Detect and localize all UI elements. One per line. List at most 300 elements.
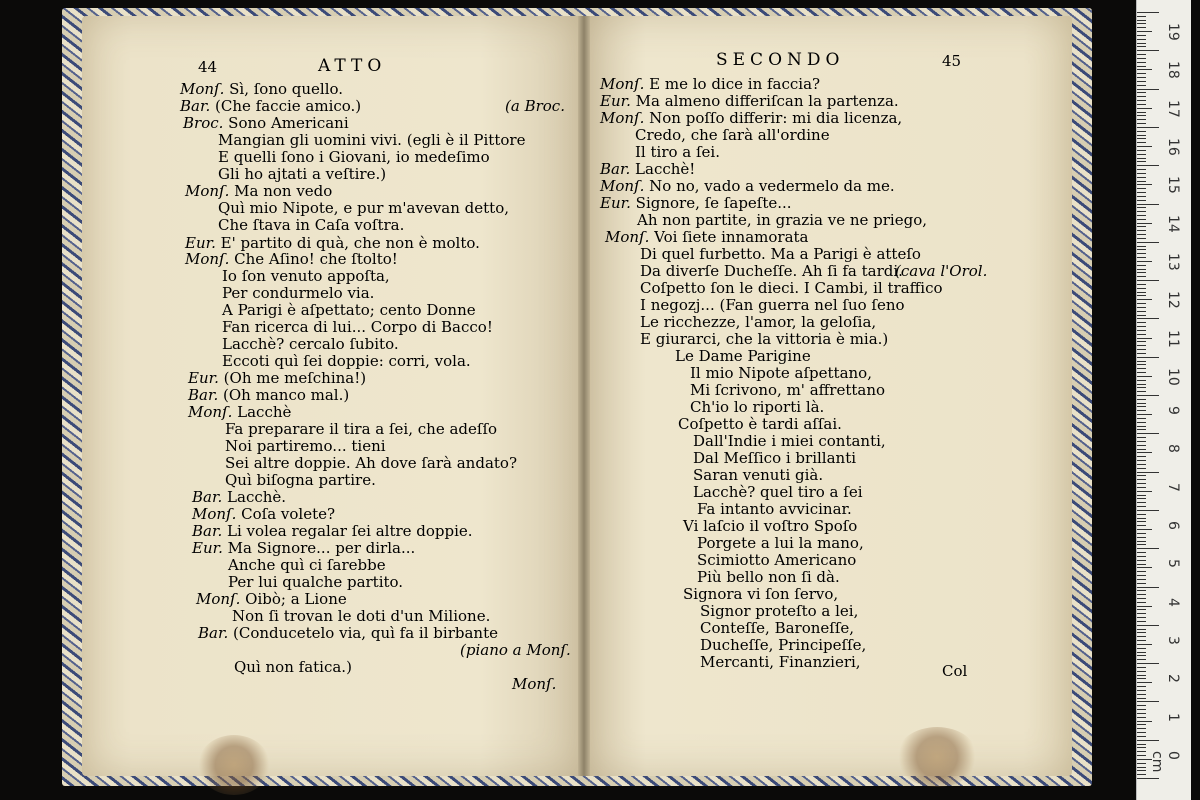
ruler-tick bbox=[1137, 721, 1152, 722]
ruler-tick bbox=[1137, 498, 1146, 499]
ruler-number: 5 bbox=[1165, 559, 1181, 569]
ruler-tick bbox=[1137, 372, 1146, 373]
line-text: Col bbox=[942, 662, 968, 680]
line-text: Conteſſe, Baroneſſe, bbox=[700, 619, 855, 637]
speaker-label: Monſ. bbox=[600, 109, 645, 127]
text-line bbox=[180, 97, 361, 115]
ruler-tick bbox=[1137, 173, 1146, 174]
right-page-number: 45 bbox=[942, 52, 962, 70]
ruler-tick bbox=[1137, 770, 1146, 771]
text-line bbox=[185, 182, 332, 200]
ruler-tick bbox=[1137, 629, 1146, 630]
ruler-tick bbox=[1137, 414, 1152, 415]
ruler-tick bbox=[1137, 112, 1146, 113]
ruler-tick bbox=[1137, 728, 1146, 729]
text-line bbox=[635, 143, 720, 161]
line-text: (Oh manco mal.) bbox=[218, 386, 350, 404]
line-text: Scimiotto Americano bbox=[697, 551, 857, 569]
ruler-tick bbox=[1137, 418, 1146, 419]
ruler-tick bbox=[1137, 322, 1146, 323]
ruler-tick bbox=[1137, 518, 1146, 519]
ruler-tick bbox=[1137, 276, 1146, 277]
ruler-tick bbox=[1137, 127, 1159, 128]
line-text: I negozj... (Fan guerra nel ſuo ſeno bbox=[640, 296, 905, 314]
ruler-tick bbox=[1137, 594, 1146, 595]
line-text: E' partito di quà, che non è molto. bbox=[215, 234, 480, 252]
line-text: Fa preparare il tira a ſei, che adeſſo bbox=[225, 420, 498, 438]
text-line bbox=[222, 284, 374, 302]
ruler-tick bbox=[1137, 326, 1146, 327]
line-text: Il mio Nipote aſpettano, bbox=[690, 364, 872, 382]
line-text: Credo, che ſarà all'ordine bbox=[635, 126, 830, 144]
ruler-number: 19 bbox=[1165, 23, 1181, 41]
line-text: (piano a Monſ. bbox=[460, 641, 571, 659]
speaker-label: Eur. bbox=[192, 539, 223, 557]
ruler-tick bbox=[1137, 537, 1146, 538]
ruler-tick bbox=[1137, 533, 1146, 534]
text-line bbox=[678, 415, 842, 433]
ruler-tick bbox=[1137, 437, 1146, 438]
ruler-tick bbox=[1137, 66, 1146, 67]
ruler-tick bbox=[1137, 564, 1146, 565]
line-text: Signore, ſe ſapeſte... bbox=[630, 194, 792, 212]
ruler-tick bbox=[1137, 177, 1146, 178]
ruler-tick bbox=[1137, 196, 1146, 197]
ruler-tick bbox=[1137, 410, 1146, 411]
text-line bbox=[697, 500, 852, 518]
ruler-tick bbox=[1137, 487, 1146, 488]
ruler-tick bbox=[1137, 579, 1146, 580]
speaker-label: Monſ. bbox=[188, 403, 233, 421]
ruler-tick bbox=[1137, 43, 1146, 44]
ruler-tick bbox=[1137, 625, 1159, 626]
text-line bbox=[700, 636, 866, 654]
text-line bbox=[697, 568, 840, 586]
text-line bbox=[192, 505, 335, 523]
ruler-tick bbox=[1137, 671, 1146, 672]
text-line bbox=[225, 471, 376, 489]
line-text: Monſ. bbox=[512, 675, 557, 693]
line-text: Che Aſino! che ſtolto! bbox=[229, 250, 398, 268]
ruler-tick bbox=[1137, 445, 1146, 446]
text-line bbox=[690, 381, 885, 399]
text-line bbox=[640, 313, 876, 331]
line-text: Oibò; a Lione bbox=[240, 590, 347, 608]
ruler-tick bbox=[1137, 23, 1146, 24]
text-line bbox=[180, 80, 343, 98]
text-line bbox=[600, 109, 902, 127]
ruler-tick bbox=[1137, 184, 1152, 185]
ruler-tick bbox=[1137, 253, 1146, 254]
ruler-tick bbox=[1137, 617, 1146, 618]
text-line bbox=[192, 488, 286, 506]
ruler-tick bbox=[1137, 345, 1146, 346]
line-text: Saran venuti già. bbox=[693, 466, 824, 484]
ruler-tick bbox=[1137, 740, 1159, 741]
ruler-tick bbox=[1137, 288, 1146, 289]
ruler-tick bbox=[1137, 85, 1146, 86]
ruler-tick bbox=[1137, 609, 1146, 610]
ruler-tick bbox=[1137, 663, 1159, 664]
ruler-tick bbox=[1137, 763, 1146, 764]
ruler-tick bbox=[1137, 62, 1146, 63]
ruler-tick bbox=[1137, 491, 1152, 492]
ruler-tick bbox=[1137, 567, 1152, 568]
ruler-tick bbox=[1137, 571, 1146, 572]
speaker-label: Monſ. bbox=[192, 505, 237, 523]
ruler-tick bbox=[1137, 27, 1146, 28]
ruler-number: 4 bbox=[1165, 597, 1181, 607]
ruler-tick bbox=[1137, 602, 1146, 603]
ruler-tick bbox=[1137, 204, 1159, 205]
text-line bbox=[600, 92, 899, 110]
text-line bbox=[693, 432, 886, 450]
ruler-number: 11 bbox=[1165, 329, 1181, 348]
ruler-tick bbox=[1137, 318, 1159, 319]
line-text: Quì biſogna partire. bbox=[225, 471, 376, 489]
line-text: Io ſon venuto appoſta, bbox=[222, 267, 390, 285]
text-line bbox=[185, 250, 398, 268]
text-line bbox=[697, 551, 856, 569]
ruler-tick bbox=[1137, 483, 1146, 484]
text-line bbox=[700, 619, 854, 637]
ruler-tick bbox=[1137, 606, 1152, 607]
ruler-tick bbox=[1137, 261, 1152, 262]
speaker-label: Bar. bbox=[180, 97, 211, 115]
ruler-tick bbox=[1137, 230, 1146, 231]
ruler-tick bbox=[1137, 659, 1146, 660]
ruler-tick bbox=[1137, 495, 1146, 496]
ruler-tick bbox=[1137, 234, 1146, 235]
ruler-tick bbox=[1137, 472, 1159, 473]
ruler-tick bbox=[1137, 334, 1146, 335]
ruler-tick bbox=[1137, 675, 1146, 676]
ruler-tick bbox=[1137, 652, 1146, 653]
speaker-label: Monſ. bbox=[185, 250, 230, 268]
ruler-tick bbox=[1137, 81, 1146, 82]
ruler-tick bbox=[1137, 376, 1152, 377]
ruler-tick bbox=[1137, 50, 1159, 51]
ruler-tick bbox=[1137, 449, 1146, 450]
ruler-tick bbox=[1137, 464, 1146, 465]
ruler-tick bbox=[1137, 426, 1146, 427]
ruler-tick bbox=[1137, 475, 1146, 476]
ruler-tick bbox=[1137, 713, 1146, 714]
line-text: Il tiro a ſei. bbox=[635, 143, 720, 161]
line-text: Mangian gli uomini vivi. (egli è il Pittore bbox=[218, 131, 526, 149]
line-text: Non ſi trovan le doti d'un Milione. bbox=[232, 607, 491, 625]
line-text: Quì mio Nipote, e pur m'avevan detto, bbox=[218, 199, 510, 217]
ruler-tick bbox=[1137, 238, 1146, 239]
ruler-tick bbox=[1137, 269, 1146, 270]
text-line bbox=[512, 675, 556, 693]
line-text: Più bello non ſi dà. bbox=[697, 568, 840, 586]
ruler-tick bbox=[1137, 142, 1146, 143]
ruler-tick bbox=[1137, 215, 1146, 216]
ruler-tick bbox=[1137, 115, 1146, 116]
line-text: Dal Meſſico i brillanti bbox=[693, 449, 857, 467]
text-line bbox=[600, 194, 792, 212]
line-text: Lacchè bbox=[232, 403, 292, 421]
ruler-tick bbox=[1137, 598, 1146, 599]
line-text: Sei altre doppie. Ah dove ſarà andato? bbox=[225, 454, 517, 472]
ruler-tick bbox=[1137, 154, 1146, 155]
ruler-tick bbox=[1137, 621, 1146, 622]
ruler-tick bbox=[1137, 575, 1146, 576]
ruler-tick bbox=[1137, 460, 1146, 461]
speaker-label: Monſ. bbox=[600, 177, 645, 195]
ruler-tick bbox=[1137, 433, 1159, 434]
line-text: Vi laſcio il voſtro Spoſo bbox=[683, 517, 858, 535]
text-line bbox=[234, 658, 352, 676]
line-text: Per condurmelo via. bbox=[222, 284, 375, 302]
line-text: Eccoti quì ſei doppie: corri, vola. bbox=[222, 352, 471, 370]
line-text: Lacchè? quel tiro a ſei bbox=[693, 483, 863, 501]
line-text: Ch'io lo riporti là. bbox=[690, 398, 825, 416]
line-text: Mercanti, Finanzieri, bbox=[700, 653, 861, 671]
speaker-label: Bar. bbox=[192, 488, 223, 506]
ruler-tick bbox=[1137, 514, 1146, 515]
line-text: Ma almeno differiſcan la partenza. bbox=[630, 92, 899, 110]
text-line bbox=[693, 449, 856, 467]
text-line bbox=[192, 522, 473, 540]
ruler-number: 17 bbox=[1165, 99, 1181, 118]
ruler-tick bbox=[1137, 219, 1146, 220]
line-text: Noi partiremo... tieni bbox=[225, 437, 386, 455]
ruler-tick bbox=[1137, 395, 1159, 396]
ruler-tick bbox=[1137, 272, 1146, 273]
text-line bbox=[188, 403, 291, 421]
ruler-tick bbox=[1137, 644, 1152, 645]
ruler-tick bbox=[1137, 548, 1159, 549]
ruler-number: 13 bbox=[1165, 252, 1181, 271]
ruler-tick bbox=[1137, 724, 1146, 725]
ruler-number: 16 bbox=[1165, 138, 1181, 156]
water-stain-right bbox=[896, 727, 978, 787]
speaker-label: Monſ. bbox=[196, 590, 241, 608]
line-text: Coſpetto ſon le dieci. I Cambi, il traffico bbox=[640, 279, 943, 297]
text-line bbox=[222, 352, 471, 370]
ruler-tick bbox=[1137, 744, 1146, 745]
left-page-number: 44 bbox=[198, 58, 218, 76]
speaker-label: Broc. bbox=[183, 114, 224, 132]
text-line bbox=[690, 398, 824, 416]
ruler-tick bbox=[1137, 541, 1146, 542]
line-text: Ma Signore... per dirla... bbox=[222, 539, 416, 557]
text-line bbox=[505, 97, 565, 115]
ruler-tick bbox=[1137, 590, 1146, 591]
text-line bbox=[600, 177, 895, 195]
ruler-tick bbox=[1137, 502, 1146, 503]
ruler-tick bbox=[1137, 92, 1146, 93]
ruler-tick bbox=[1137, 161, 1146, 162]
ruler-tick bbox=[1137, 284, 1146, 285]
ruler-tick bbox=[1137, 705, 1146, 706]
ruler-tick bbox=[1137, 58, 1146, 59]
speaker-label: Monſ. bbox=[600, 75, 645, 93]
line-text: Di quel furbetto. Ma a Parigi è atteſo bbox=[640, 245, 921, 263]
ruler-tick bbox=[1137, 406, 1146, 407]
ruler-tick bbox=[1137, 54, 1146, 55]
ruler-tick bbox=[1137, 694, 1146, 695]
ruler-tick bbox=[1137, 299, 1152, 300]
line-text: No no, vado a vedermelo da me. bbox=[644, 177, 895, 195]
text-line bbox=[637, 211, 927, 229]
ruler-number: 0 cm bbox=[1149, 750, 1181, 773]
text-line bbox=[693, 483, 863, 501]
ruler-tick bbox=[1137, 349, 1146, 350]
line-text: Che ſtava in Caſa voſtra. bbox=[218, 216, 405, 234]
water-stain-left bbox=[198, 735, 270, 795]
ruler-tick bbox=[1137, 667, 1146, 668]
ruler-tick bbox=[1137, 648, 1146, 649]
ruler-tick bbox=[1137, 529, 1152, 530]
ruler-number: 10 bbox=[1165, 367, 1181, 386]
ruler-tick bbox=[1137, 265, 1146, 266]
ruler-tick bbox=[1137, 452, 1152, 453]
line-text: Coſa volete? bbox=[236, 505, 336, 523]
ruler-tick bbox=[1137, 96, 1146, 97]
speaker-label: Bar. bbox=[198, 624, 229, 642]
ruler-tick bbox=[1137, 587, 1159, 588]
ruler-tick bbox=[1137, 640, 1146, 641]
ruler-tick bbox=[1137, 246, 1146, 247]
text-line bbox=[700, 602, 858, 620]
ruler-tick bbox=[1137, 311, 1146, 312]
ruler-tick bbox=[1137, 732, 1146, 733]
ruler-tick bbox=[1137, 678, 1146, 679]
text-line bbox=[218, 165, 386, 183]
text-line bbox=[225, 420, 497, 438]
line-text: Fan ricerca di lui... Corpo di Bacco! bbox=[222, 318, 493, 336]
ruler-tick bbox=[1137, 387, 1146, 388]
ruler-number: 1 bbox=[1165, 712, 1181, 722]
text-line bbox=[218, 199, 509, 217]
ruler-tick bbox=[1137, 747, 1146, 748]
line-text: E giurarci, che la vittoria è mia.) bbox=[640, 330, 889, 348]
ruler-tick bbox=[1137, 690, 1146, 691]
line-text: Le Dame Parigine bbox=[675, 347, 811, 365]
speaker-label: Eur. bbox=[600, 92, 631, 110]
text-line bbox=[942, 662, 967, 680]
text-line bbox=[600, 160, 695, 178]
speaker-label: Monſ. bbox=[185, 182, 230, 200]
ruler-tick bbox=[1137, 422, 1146, 423]
line-text: Ma non vedo bbox=[229, 182, 333, 200]
ruler-tick bbox=[1137, 207, 1146, 208]
ruler-tick bbox=[1137, 146, 1152, 147]
line-text: (Che faccie amico.) bbox=[210, 97, 362, 115]
text-line bbox=[192, 539, 415, 557]
text-line bbox=[675, 347, 811, 365]
line-text: (a Broc. bbox=[505, 97, 565, 115]
ruler-tick bbox=[1137, 613, 1146, 614]
ruler-tick bbox=[1137, 226, 1146, 227]
line-text: Le ricchezze, l'amor, la geloſia, bbox=[640, 313, 877, 331]
ruler-tick bbox=[1137, 249, 1146, 250]
ruler-tick bbox=[1137, 12, 1159, 13]
ruler-number: 12 bbox=[1165, 291, 1181, 310]
ruler-tick bbox=[1137, 353, 1146, 354]
left-running-header: ATTO bbox=[318, 56, 387, 76]
ruler-tick bbox=[1137, 138, 1146, 139]
ruler-tick bbox=[1137, 506, 1146, 507]
ruler-tick bbox=[1137, 403, 1146, 404]
line-text: Lacchè. bbox=[222, 488, 287, 506]
ruler-tick bbox=[1137, 211, 1146, 212]
ruler-tick bbox=[1137, 242, 1159, 243]
ruler-tick bbox=[1137, 429, 1146, 430]
measuring-ruler bbox=[1136, 0, 1191, 800]
text-line bbox=[700, 653, 861, 671]
ruler-tick bbox=[1137, 380, 1146, 381]
ruler-tick bbox=[1137, 108, 1152, 109]
text-line bbox=[895, 262, 987, 280]
ruler-tick bbox=[1137, 686, 1146, 687]
line-text: E quelli ſono i Giovani, io medeſimo bbox=[218, 148, 490, 166]
ruler-tick bbox=[1137, 655, 1146, 656]
text-line bbox=[222, 301, 476, 319]
text-line bbox=[218, 216, 404, 234]
ruler-tick bbox=[1137, 552, 1146, 553]
ruler-tick bbox=[1137, 709, 1146, 710]
ruler-tick bbox=[1137, 123, 1146, 124]
ruler-tick bbox=[1137, 521, 1146, 522]
ruler-tick bbox=[1137, 774, 1146, 775]
ruler-tick bbox=[1137, 525, 1146, 526]
ruler-tick bbox=[1137, 135, 1146, 136]
text-line bbox=[218, 131, 525, 149]
text-line bbox=[228, 573, 403, 591]
text-line bbox=[222, 335, 399, 353]
line-text: Signora vi ſon ſervo, bbox=[683, 585, 839, 603]
text-line bbox=[697, 534, 864, 552]
ruler-tick bbox=[1137, 16, 1146, 17]
ruler-tick bbox=[1137, 556, 1146, 557]
text-line bbox=[198, 624, 498, 642]
text-line bbox=[225, 454, 517, 472]
ruler-tick bbox=[1137, 223, 1152, 224]
text-line bbox=[640, 245, 921, 263]
line-text: A Parigi è aſpettato; cento Donne bbox=[222, 301, 476, 319]
ruler-tick bbox=[1137, 46, 1146, 47]
ruler-tick bbox=[1137, 384, 1146, 385]
ruler-tick bbox=[1137, 361, 1146, 362]
line-text: Anche quì ci ſarebbe bbox=[228, 556, 386, 574]
text-line bbox=[683, 585, 838, 603]
text-line bbox=[640, 330, 888, 348]
text-line bbox=[693, 466, 823, 484]
line-text: Coſpetto è tardi aſſai. bbox=[678, 415, 842, 433]
ruler-tick bbox=[1137, 280, 1159, 281]
text-line bbox=[218, 148, 490, 166]
line-text: Per lui qualche partito. bbox=[228, 573, 404, 591]
ruler-tick bbox=[1137, 399, 1146, 400]
ruler-tick bbox=[1137, 636, 1146, 637]
line-text: (Oh me meſchina!) bbox=[218, 369, 367, 387]
ruler-number: 2 bbox=[1165, 674, 1181, 684]
ruler-tick bbox=[1137, 391, 1146, 392]
line-text: Fa intanto avvicinar. bbox=[697, 500, 852, 518]
ruler-tick bbox=[1137, 767, 1146, 768]
ruler-tick bbox=[1137, 100, 1146, 101]
ruler-tick bbox=[1137, 368, 1146, 369]
text-line bbox=[222, 318, 493, 336]
line-text: Sì, ſono quello. bbox=[224, 80, 344, 98]
text-line bbox=[232, 607, 490, 625]
ruler-tick bbox=[1137, 560, 1146, 561]
ruler-number: 14 bbox=[1165, 214, 1181, 233]
